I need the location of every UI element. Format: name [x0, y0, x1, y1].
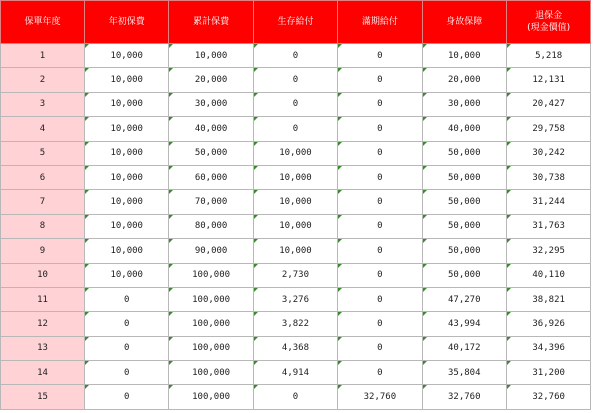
policy-year-cell[interactable]: 5 [1, 141, 85, 165]
annual-premium-cell[interactable]: 10,000 [85, 44, 169, 68]
death-benefit-cell[interactable]: 43,994 [422, 312, 506, 336]
maturity-benefit-cell[interactable]: 0 [338, 239, 422, 263]
surrender-value-cell[interactable]: 12,131 [506, 68, 590, 92]
header-cumulative-premium[interactable]: 累計保費 [169, 1, 253, 44]
surrender-value-cell[interactable]: 40,110 [506, 263, 590, 287]
policy-year-cell[interactable]: 7 [1, 190, 85, 214]
death-benefit-cell[interactable]: 50,000 [422, 141, 506, 165]
annual-premium-cell[interactable]: 0 [85, 385, 169, 409]
survival-benefit-cell[interactable]: 0 [253, 117, 337, 141]
death-benefit-cell[interactable]: 50,000 [422, 165, 506, 189]
survival-benefit-cell[interactable]: 10,000 [253, 165, 337, 189]
header-row [1, 1, 591, 44]
survival-benefit-cell[interactable]: 0 [253, 44, 337, 68]
maturity-benefit-cell[interactable]: 0 [338, 92, 422, 116]
maturity-benefit-cell[interactable]: 0 [338, 263, 422, 287]
surrender-value-cell[interactable]: 34,396 [506, 336, 590, 360]
maturity-benefit-cell[interactable]: 0 [338, 214, 422, 238]
maturity-benefit-cell[interactable]: 0 [338, 117, 422, 141]
maturity-benefit-cell[interactable]: 0 [338, 287, 422, 311]
maturity-benefit-cell[interactable]: 0 [338, 165, 422, 189]
maturity-benefit-cell[interactable]: 0 [338, 361, 422, 385]
header-maturity-benefit[interactable]: 滿期給付 [338, 1, 422, 44]
surrender-value-cell[interactable]: 32,760 [506, 385, 590, 409]
cumulative-premium-cell[interactable]: 10,000 [169, 44, 253, 68]
table-row [1, 190, 591, 214]
surrender-value-cell[interactable]: 30,738 [506, 165, 590, 189]
death-benefit-cell[interactable]: 30,000 [422, 92, 506, 116]
cumulative-premium-cell[interactable]: 100,000 [169, 287, 253, 311]
survival-benefit-cell[interactable]: 10,000 [253, 141, 337, 165]
death-benefit-cell[interactable]: 47,270 [422, 287, 506, 311]
table-row [1, 287, 591, 311]
survival-benefit-cell[interactable]: 3,276 [253, 287, 337, 311]
table-row [1, 385, 591, 409]
policy-year-cell[interactable]: 10 [1, 263, 85, 287]
maturity-benefit-cell[interactable]: 0 [338, 190, 422, 214]
table-row [1, 117, 591, 141]
death-benefit-cell[interactable]: 50,000 [422, 214, 506, 238]
policy-year-cell[interactable]: 4 [1, 117, 85, 141]
annual-premium-cell[interactable]: 0 [85, 287, 169, 311]
header-policy-year[interactable]: 保單年度 [1, 1, 85, 44]
annual-premium-cell[interactable]: 10,000 [85, 141, 169, 165]
surrender-value-cell[interactable]: 36,926 [506, 312, 590, 336]
survival-benefit-cell[interactable]: 0 [253, 385, 337, 409]
cumulative-premium-cell[interactable]: 90,000 [169, 239, 253, 263]
policy-year-cell[interactable]: 9 [1, 239, 85, 263]
table-row [1, 263, 591, 287]
header-annual-premium[interactable]: 年初保費 [85, 1, 169, 44]
survival-benefit-cell[interactable]: 3,822 [253, 312, 337, 336]
survival-benefit-cell[interactable]: 0 [253, 68, 337, 92]
annual-premium-cell[interactable]: 10,000 [85, 68, 169, 92]
policy-year-cell[interactable]: 3 [1, 92, 85, 116]
maturity-benefit-cell[interactable]: 32,760 [338, 385, 422, 409]
policy-year-cell[interactable]: 15 [1, 385, 85, 409]
death-benefit-cell[interactable]: 20,000 [422, 68, 506, 92]
cumulative-premium-cell[interactable]: 100,000 [169, 361, 253, 385]
annual-premium-cell[interactable]: 10,000 [85, 214, 169, 238]
death-benefit-cell[interactable]: 40,000 [422, 117, 506, 141]
death-benefit-cell[interactable]: 35,804 [422, 361, 506, 385]
annual-premium-cell[interactable]: 10,000 [85, 92, 169, 116]
policy-year-cell[interactable]: 8 [1, 214, 85, 238]
table-row [1, 336, 591, 360]
surrender-value-cell[interactable]: 31,200 [506, 361, 590, 385]
table-row [1, 92, 591, 116]
surrender-value-cell[interactable]: 29,758 [506, 117, 590, 141]
policy-year-cell[interactable]: 14 [1, 361, 85, 385]
surrender-value-cell[interactable]: 20,427 [506, 92, 590, 116]
cumulative-premium-cell[interactable]: 100,000 [169, 312, 253, 336]
table-row [1, 44, 591, 68]
survival-benefit-cell[interactable]: 2,730 [253, 263, 337, 287]
cumulative-premium-cell[interactable]: 30,000 [169, 92, 253, 116]
cumulative-premium-cell[interactable]: 70,000 [169, 190, 253, 214]
death-benefit-cell[interactable]: 50,000 [422, 239, 506, 263]
maturity-benefit-cell[interactable]: 0 [338, 44, 422, 68]
table-row [1, 68, 591, 92]
table-body [1, 44, 591, 410]
cumulative-premium-cell[interactable]: 60,000 [169, 165, 253, 189]
annual-premium-cell[interactable]: 10,000 [85, 165, 169, 189]
annual-premium-cell[interactable]: 0 [85, 336, 169, 360]
survival-benefit-cell[interactable]: 10,000 [253, 239, 337, 263]
table-row [1, 312, 591, 336]
policy-year-cell[interactable]: 11 [1, 287, 85, 311]
survival-benefit-cell[interactable]: 0 [253, 92, 337, 116]
table-row [1, 141, 591, 165]
table-row [1, 165, 591, 189]
death-benefit-cell[interactable]: 10,000 [422, 44, 506, 68]
table-row [1, 214, 591, 238]
survival-benefit-cell[interactable]: 4,914 [253, 361, 337, 385]
annual-premium-cell[interactable]: 0 [85, 312, 169, 336]
policy-year-cell[interactable]: 1 [1, 44, 85, 68]
surrender-value-cell[interactable]: 30,242 [506, 141, 590, 165]
death-benefit-cell[interactable]: 50,000 [422, 190, 506, 214]
surrender-value-cell[interactable]: 32,295 [506, 239, 590, 263]
survival-benefit-cell[interactable]: 10,000 [253, 214, 337, 238]
annual-premium-cell[interactable]: 10,000 [85, 190, 169, 214]
cumulative-premium-cell[interactable]: 100,000 [169, 336, 253, 360]
annual-premium-cell[interactable]: 10,000 [85, 263, 169, 287]
policy-year-cell[interactable]: 2 [1, 68, 85, 92]
maturity-benefit-cell[interactable]: 0 [338, 312, 422, 336]
survival-benefit-cell[interactable]: 10,000 [253, 190, 337, 214]
policy-year-cell[interactable]: 12 [1, 312, 85, 336]
surrender-value-cell[interactable]: 5,218 [506, 44, 590, 68]
surrender-value-cell[interactable]: 38,821 [506, 287, 590, 311]
header-death-benefit[interactable]: 身故保障 [422, 1, 506, 44]
cumulative-premium-cell[interactable]: 50,000 [169, 141, 253, 165]
policy-year-cell[interactable]: 13 [1, 336, 85, 360]
policy-year-cell[interactable]: 6 [1, 165, 85, 189]
maturity-benefit-cell[interactable]: 0 [338, 336, 422, 360]
death-benefit-cell[interactable]: 50,000 [422, 263, 506, 287]
surrender-value-cell[interactable]: 31,763 [506, 214, 590, 238]
death-benefit-cell[interactable]: 40,172 [422, 336, 506, 360]
cumulative-premium-cell[interactable]: 100,000 [169, 385, 253, 409]
cumulative-premium-cell[interactable]: 100,000 [169, 263, 253, 287]
cumulative-premium-cell[interactable]: 40,000 [169, 117, 253, 141]
header-survival-benefit[interactable]: 生存給付 [253, 1, 337, 44]
table-row [1, 361, 591, 385]
maturity-benefit-cell[interactable]: 0 [338, 141, 422, 165]
cumulative-premium-cell[interactable]: 20,000 [169, 68, 253, 92]
cumulative-premium-cell[interactable]: 80,000 [169, 214, 253, 238]
header-surrender-value[interactable]: 退保金 (現金價值) [506, 1, 590, 44]
maturity-benefit-cell[interactable]: 0 [338, 68, 422, 92]
survival-benefit-cell[interactable]: 4,368 [253, 336, 337, 360]
annual-premium-cell[interactable]: 0 [85, 361, 169, 385]
surrender-value-cell[interactable]: 31,244 [506, 190, 590, 214]
annual-premium-cell[interactable]: 10,000 [85, 117, 169, 141]
annual-premium-cell[interactable]: 10,000 [85, 239, 169, 263]
table-row [1, 239, 591, 263]
death-benefit-cell[interactable]: 32,760 [422, 385, 506, 409]
